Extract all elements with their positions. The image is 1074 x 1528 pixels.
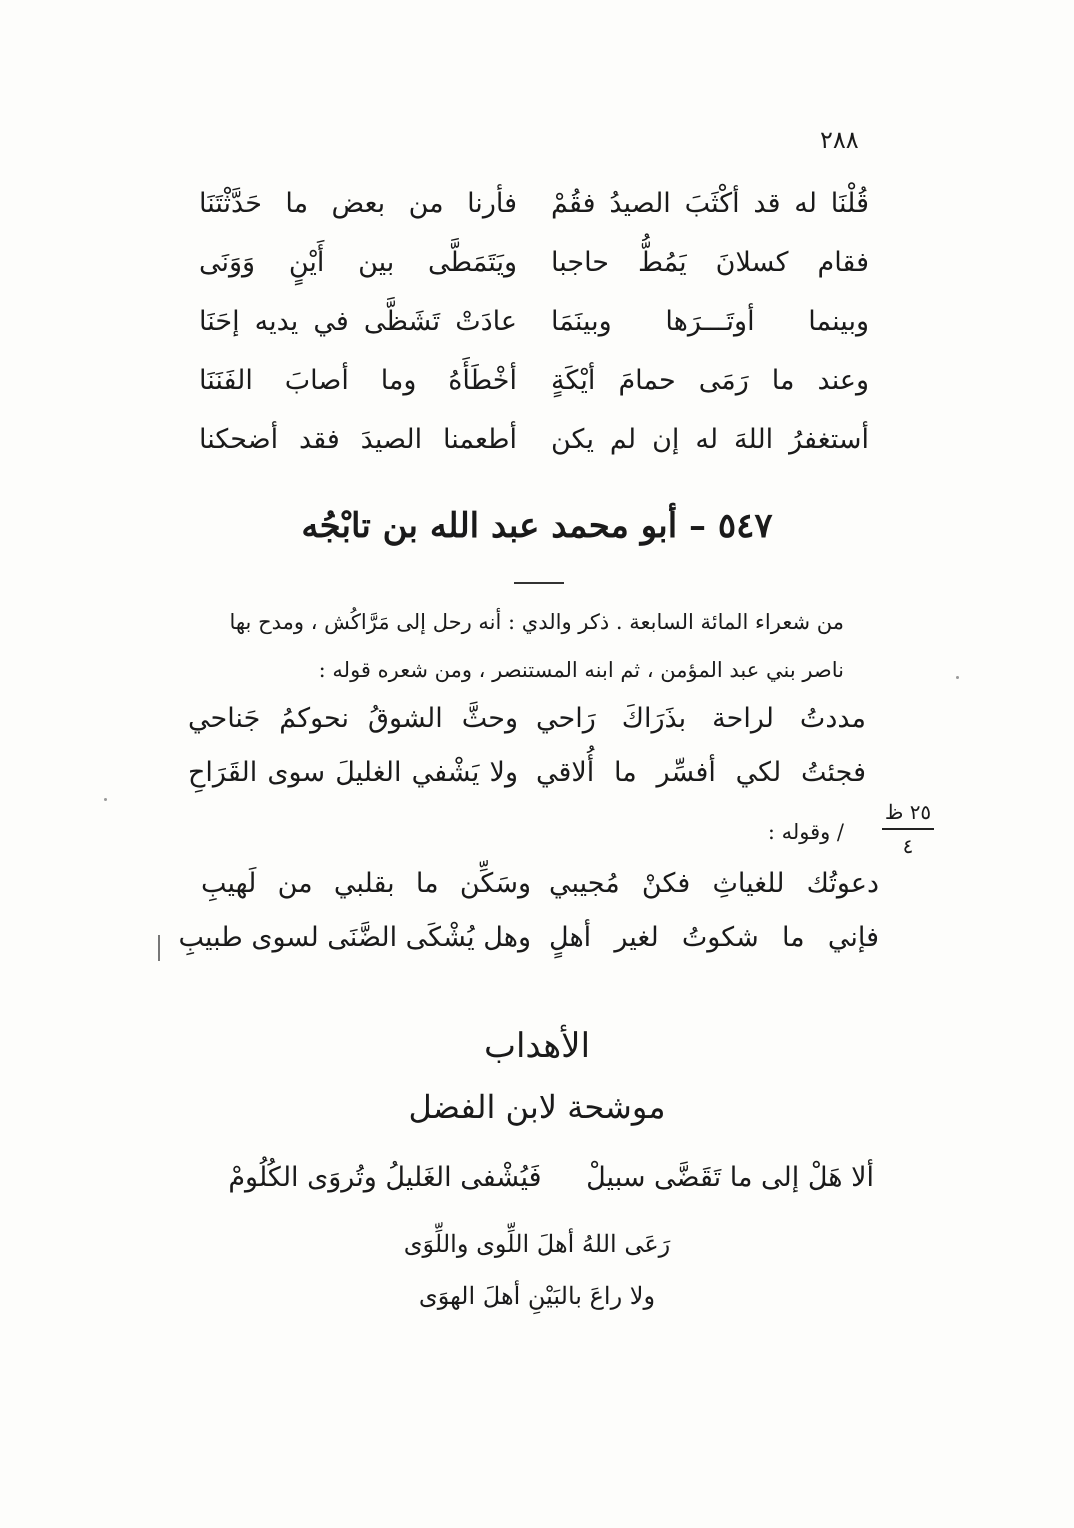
scan-speck [104, 798, 107, 801]
folio-divider [882, 828, 934, 830]
verse-second-hemistich: ولا يَشْفي الغليلَ سوى القَرَاحِ [188, 757, 518, 788]
poem-intro: / وقوله : [767, 820, 844, 844]
scan-margin-mark [158, 935, 160, 961]
verse-second-hemistich: وحثَّ الشوقُ نحوكمُ جَناحي [188, 703, 518, 734]
poem-3 [178, 868, 879, 976]
verse-line [199, 424, 869, 483]
poem-1 [199, 188, 869, 483]
verse-first-hemistich: مددتُ لراحة بذَرَاكَ رَاحي [536, 703, 866, 734]
scan-speck [956, 676, 959, 679]
verse-first-hemistich: فقام كسلانَ يَمُطُّ حاجبا [551, 247, 869, 278]
verse-line [188, 757, 866, 811]
verse-line [201, 868, 879, 922]
verse-second-hemistich: وسَكِّن ما بقلبي من لَهيبِ [201, 868, 531, 899]
verse-second-hemistich: عادَتْ تَشَظَّى في يديه إحَنَا [199, 306, 517, 337]
biography-line: من شعراء المائة السابعة . ذكر والدي : أنه رحل إلى مَرَّاكُش ، ومدح بها [229, 610, 844, 634]
muwashshah-first-part: ألا هَلْ إلى ما تَقَضَّى سبيلْ [586, 1162, 874, 1193]
verse-second-hemistich: وهل يُشْكَى الضَّنَى لسوى طبيبِ [178, 922, 531, 953]
refrain-line: ولا راعَ بالبَيْنِ أهلَ الهوَى [418, 1282, 656, 1310]
section-title: الأهداب [483, 1026, 591, 1066]
verse-line [199, 365, 869, 424]
page-number: ٢٨٨ [820, 126, 859, 154]
heading-rule [514, 582, 564, 584]
verse-second-hemistich: فأرنا من بعض ما حَدَّثْتَنَا [199, 188, 517, 219]
folio-number: ٢٥ ظ [884, 800, 932, 824]
verse-second-hemistich: أطعمنا الصيدَ فقد أضحكنا [199, 424, 517, 455]
poem-2 [188, 703, 866, 811]
verse-line [178, 922, 879, 976]
refrain-line: رَعَى اللهُ أهلَ اللِّوى واللِّوَى [403, 1230, 671, 1258]
muwashshah-opening-line [192, 1162, 874, 1193]
verse-line [199, 247, 869, 306]
verse-line [199, 306, 869, 365]
verse-second-hemistich: أخْطَأَهُ وما أصابَ الفَنَنَا [199, 365, 517, 396]
verse-first-hemistich: فإني ما شكوتُ لغير أهلٍ [549, 922, 879, 953]
verse-first-hemistich: قُلْنَا له قد أكْثَبَ الصيدُ فقُمْ [551, 188, 869, 219]
manuscript-folio-reference [882, 800, 934, 858]
verse-second-hemistich: ويَتَمَطَّى بين أَيْنٍ وَوَنَى [199, 247, 517, 278]
verse-line [199, 188, 869, 247]
verse-first-hemistich: أستغفرُ اللهَ له إن لم يكن [551, 424, 869, 455]
verse-first-hemistich: وعند ما رَمَى حمامَ أيْكَةٍ [551, 365, 869, 396]
verse-line [188, 703, 866, 757]
section-subtitle: موشحة لابن الفضل [408, 1088, 666, 1126]
entry-heading: ٥٤٧ – أبو محمد عبد الله بن تابْجُه [301, 506, 773, 546]
biography-line: ناصر بني عبد المؤمن ، ثم ابنه المستنصر ، ومن شعره قوله : [318, 658, 844, 682]
verse-first-hemistich: فجئتُ لكي أفسِّر ما أُلاقي [536, 757, 866, 788]
verse-first-hemistich: دعوتُك للغياثِ فكنْ مُجيبي [549, 868, 879, 899]
folio-sub-number: ٤ [902, 834, 914, 858]
muwashshah-second-part: فَيُشْفى الغَليلُ وتُروَى الكُلُومْ [228, 1162, 542, 1193]
verse-first-hemistich: وبينما أوتَـــرَها وبينَمَا [551, 306, 869, 337]
biography-text [224, 598, 844, 694]
